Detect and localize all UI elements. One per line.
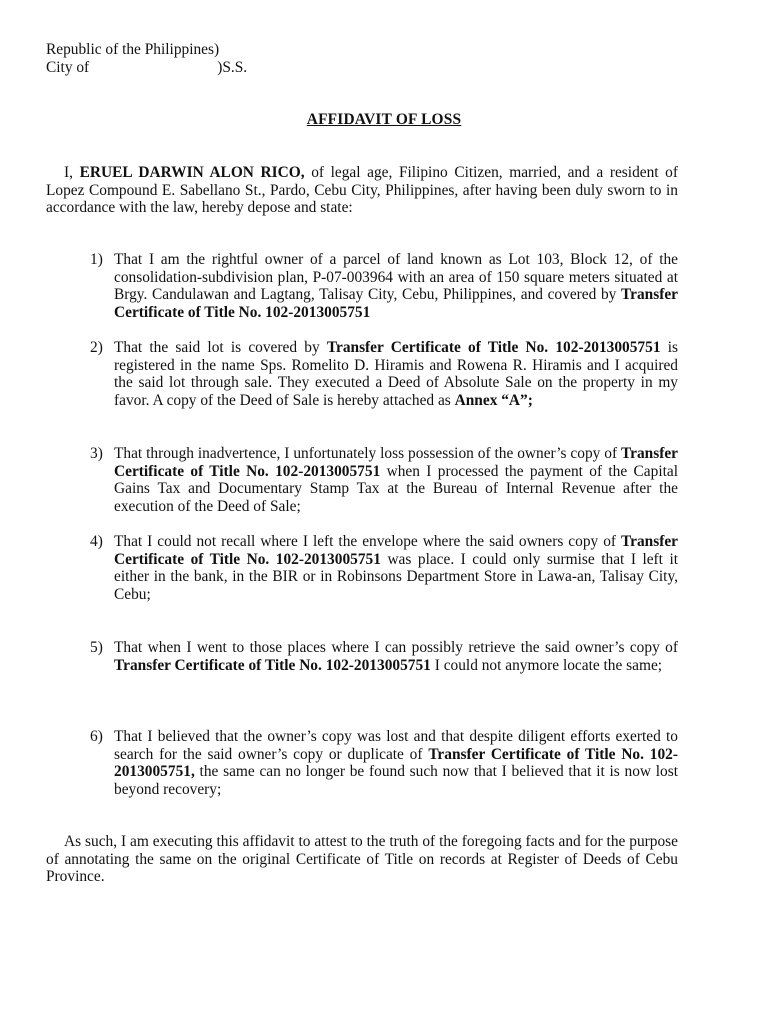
venue-city-label: City of (46, 59, 90, 76)
statement-text: That when I went to those places where I can possibly retrieve the said owner’s copy of (114, 639, 678, 656)
venue-republic: Republic of the Philippines) (46, 41, 220, 58)
emphasized-text: Transfer Certificate of Title No. 102-2013005751 (114, 286, 678, 321)
intro-prefix: I, (64, 164, 80, 181)
statement-number: 4) (90, 533, 103, 550)
statement-text: That I could not recall where I left the envelope where the said owners copy of (114, 533, 621, 550)
statement-body (114, 728, 678, 798)
statement-body (114, 639, 678, 674)
intro-paragraph (46, 164, 678, 217)
statement-item-1 (90, 251, 678, 321)
statement-number: 2) (90, 339, 103, 356)
venue-header (46, 41, 346, 77)
statement-text: was place. I could only surmise that I left it either in the bank, in the BIR or in Robinsons Department Store in Lawa-an, Talisay City, Cebu; (114, 550, 679, 603)
statement-item-2 (90, 339, 678, 409)
intro-rest: of legal age, Filipino Citizen, married, and a resident of Lopez Compound E. Sabellano St., Pardo, Cebu City, Philippines, after having been duly sworn to in accordance with the law, hereby depose and state: (46, 164, 679, 217)
statement-body (114, 445, 678, 515)
statement-text: That I believed that the owner’s copy was lost and that despite diligent efforts exerted to search for the said owner’s copy or duplicate of (114, 728, 678, 763)
statement-body (114, 339, 678, 409)
statement-body (114, 251, 678, 321)
statement-text: when I processed the payment of the Capital Gains Tax and Documentary Stamp Tax at the Bureau of Internal Revenue after the execution of the Deed of Sale; (114, 462, 678, 515)
statement-item-6 (90, 728, 678, 798)
statement-item-4 (90, 533, 678, 603)
statement-item-3 (90, 445, 678, 515)
affiant-name: ERUEL DARWIN ALON RICO, (79, 164, 305, 181)
statement-text: I could not anymore locate the same; (430, 656, 663, 674)
statement-number: 1) (90, 251, 103, 268)
statement-text: That the said lot is covered by (114, 339, 327, 356)
emphasized-text: Annex “A”; (454, 391, 533, 409)
statement-body (114, 533, 678, 603)
statement-number: 3) (90, 445, 103, 462)
statement-text: That through inadvertence, I unfortunately loss possession of the owner’s copy of (114, 445, 621, 462)
emphasized-text: Transfer Certificate of Title No. 102-2013005751 (114, 533, 678, 568)
statement-item-5 (90, 639, 678, 674)
statement-text: the same can no longer be found such now that I believed that it is now lost beyond recovery; (114, 763, 678, 798)
statement-text: is registered in the name Sps. Romelito D. Hiramis and Rowena R. Hiramis and I acquired the said lot through sale. They executed a Deed of Absolute Sale on the property in my favor. A copy of the Deed of Sale is hereby attached as (114, 339, 679, 409)
emphasized-text: Transfer Certificate of Title No. 102-2013005751 (326, 339, 661, 356)
venue-city-suffix: )S.S. (217, 59, 248, 76)
closing-paragraph: As such, I am executing this affidavit to attest to the truth of the foregoing facts and for the purpose of annotating the same on the original Certificate of Title on records at Register of Deeds of Cebu Province. (46, 833, 678, 886)
statement-number: 6) (90, 728, 103, 745)
statement-text: That I am the rightful owner of a parcel of land known as Lot 103, Block 12, of the consolidation-subdivision plan, P-07-003964 with an area of 150 square meters situated at Brgy. Candulawan and Lagtang, Talisay City, Cebu, Philippines, and covered by (114, 251, 678, 304)
statement-number: 5) (90, 639, 103, 656)
emphasized-text: Transfer Certificate of Title No. 102-2013005751 (114, 656, 431, 674)
document-title: AFFIDAVIT OF LOSS (306, 111, 462, 128)
emphasized-text: Transfer Certificate of Title No. 102-2013005751, (114, 745, 678, 781)
venue-city (46, 59, 346, 77)
emphasized-text: Transfer Certificate of Title No. 102-2013005751 (114, 445, 678, 480)
